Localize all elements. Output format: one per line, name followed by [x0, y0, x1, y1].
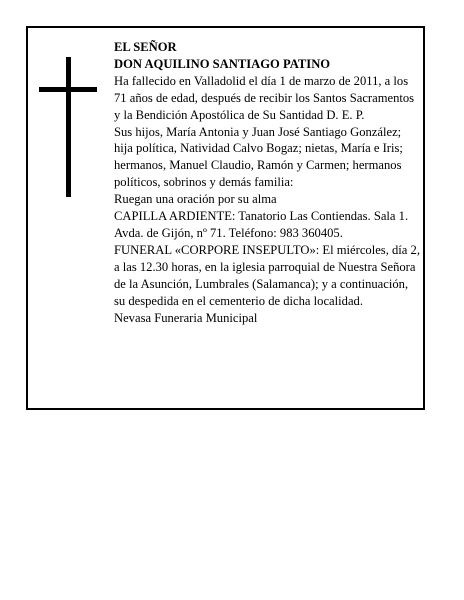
obituary-notice — [26, 26, 425, 410]
prayer-request: Ruegan una oración por su alma — [114, 192, 277, 207]
funeral-details: FUNERAL «CORPORE INSEPULTO»: El miércoles, día 2, a las 12.30 horas, en la iglesia parroquial de Nuestra Señora de la Asunción, Lumbrales (Salamanca); y a continuación, su despedida en el cementerio de dicha localidad. — [114, 242, 420, 308]
cross-icon — [39, 57, 97, 197]
cross-vertical-bar — [66, 57, 71, 197]
cross-horizontal-bar — [39, 87, 97, 92]
death-announcement: Ha fallecido en Valladolid el día 1 de marzo de 2011, a los 71 años de edad, después de recibir los Santos Sacramentos y la Bendición Apostólica de Su Santidad D. E. P. — [114, 73, 415, 122]
notice-text — [114, 39, 420, 326]
funeral-home: Nevasa Funeraria Municipal — [114, 310, 258, 325]
family-list: Sus hijos, María Antonia y Juan José Santiago González; hija política, Natividad Calvo Bogaz; nietas, María e Iris; hermanos, Manuel Claudio, Ramón y Carmen; hermanos políticos, sobrinos y demás familia: — [114, 124, 403, 190]
notice-title: EL SEÑOR — [114, 40, 177, 54]
wake-details: CAPILLA ARDIENTE: Tanatorio Las Contiendas. Sala 1. Avda. de Gijón, nº 71. Teléfono: 983 360405. — [114, 209, 409, 240]
deceased-name: DON AQUILINO SANTIAGO PATINO — [114, 56, 331, 71]
